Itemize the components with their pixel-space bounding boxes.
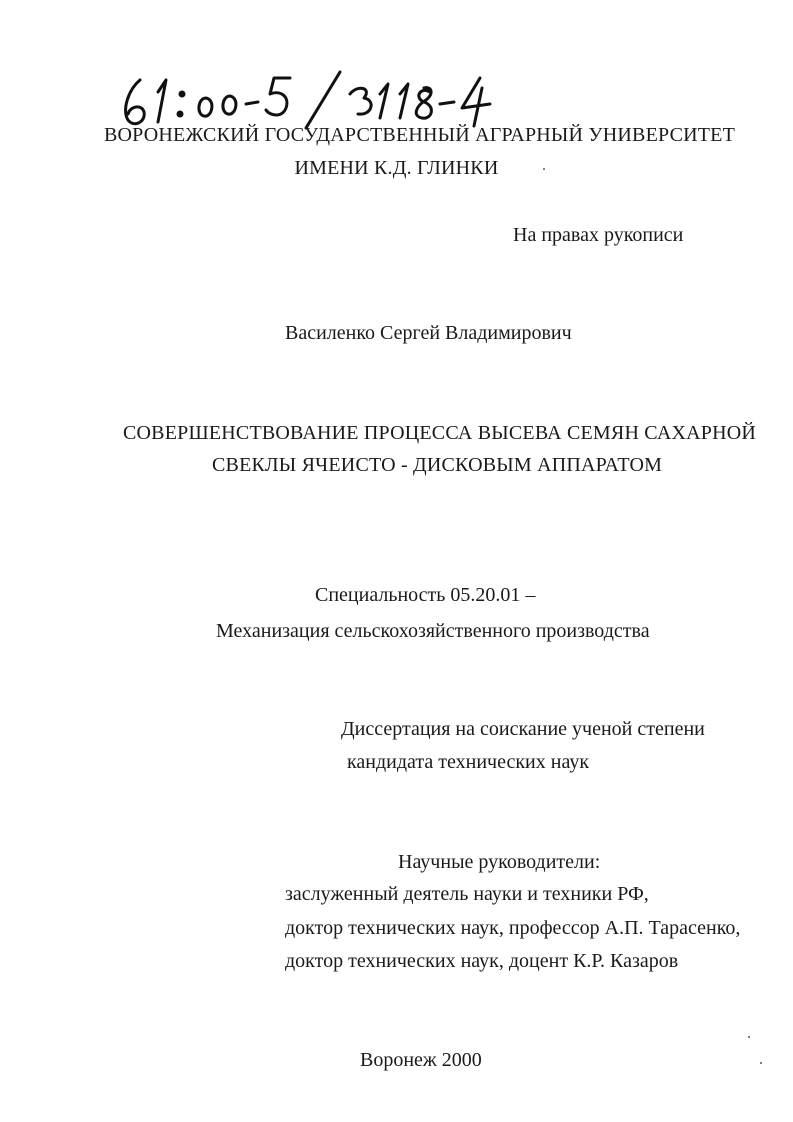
- supervisor-line1: заслуженный деятель науки и техники РФ,: [285, 883, 649, 905]
- dissertation-title-line1: СОВЕРШЕНСТВОВАНИЕ ПРОЦЕССА ВЫСЕВА СЕМЯН САХАРНОЙ: [123, 422, 757, 444]
- scan-speck: [543, 168, 545, 170]
- author-name: Василенко Сергей Владимирович: [285, 322, 572, 344]
- scan-speck: [760, 1062, 762, 1064]
- degree-statement-line1: Диссертация на соискание ученой степени: [341, 718, 705, 740]
- university-name-line1: ВОРОНЕЖСКИЙ ГОСУДАРСТВЕННЫЙ АГРАРНЫЙ УНИВЕРСИТЕТ: [103, 124, 736, 146]
- university-name-line2: ИМЕНИ К.Д. ГЛИНКИ: [294, 157, 499, 179]
- supervisor-line2: доктор технических наук, профессор А.П. Тарасенко,: [285, 917, 741, 939]
- dissertation-title-line2: СВЕКЛЫ ЯЧЕИСТО - ДИСКОВЫМ АППАРАТОМ: [212, 454, 663, 476]
- rights-note: На правах рукописи: [513, 224, 684, 246]
- handwritten-archive-number: [118, 70, 498, 130]
- city-year: Воронеж 2000: [360, 1049, 482, 1071]
- specialty-name: Механизация сельскохозяйственного производства: [216, 620, 650, 642]
- supervisor-line3: доктор технических наук, доцент К.Р. Казаров: [285, 950, 679, 972]
- specialty-code: Специальность 05.20.01 –: [315, 584, 536, 606]
- supervisors-heading: Научные руководители:: [398, 851, 601, 873]
- degree-statement-line2: кандидата технических наук: [347, 751, 590, 773]
- scan-speck: [748, 1036, 750, 1038]
